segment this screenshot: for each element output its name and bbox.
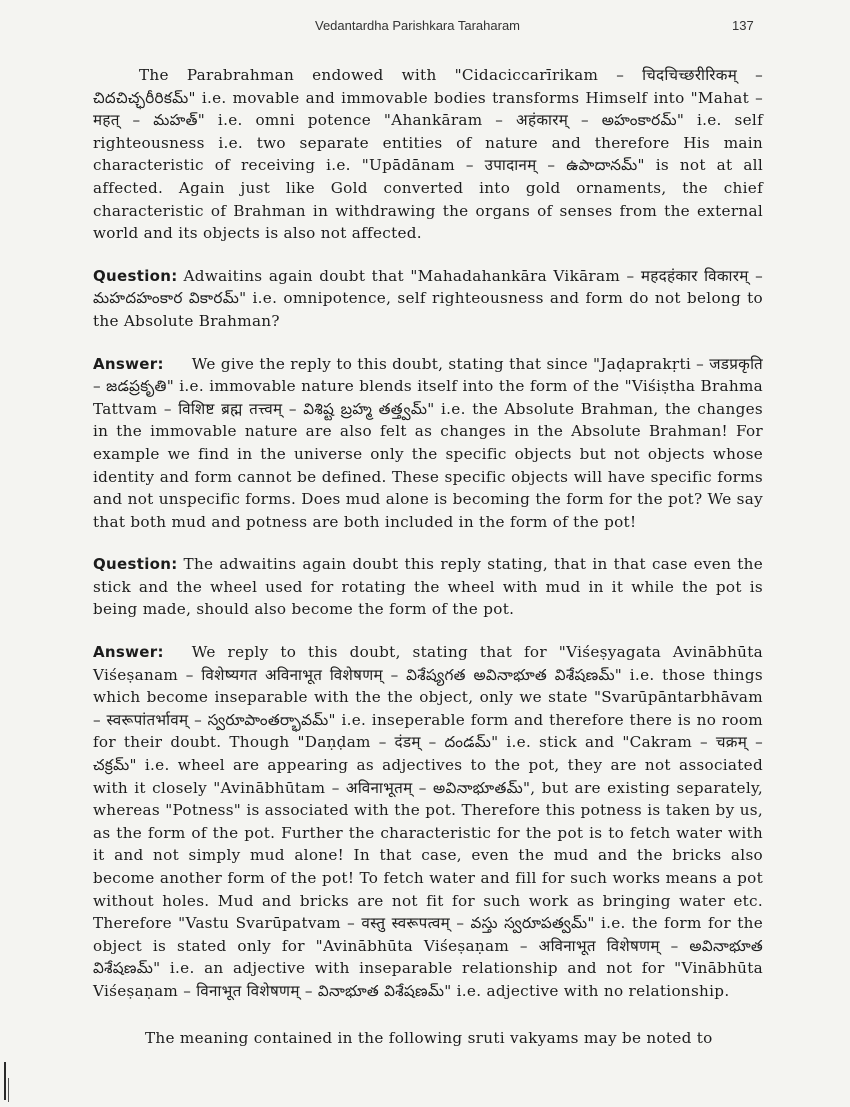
paragraph-intro	[93, 64, 763, 245]
answer-label: Answer:	[93, 354, 164, 373]
paragraph-text: The meaning contained in the following sruti vakyams may be noted to	[145, 1028, 713, 1047]
page-number: 137	[732, 18, 754, 33]
scan-edge-mark	[8, 1078, 9, 1102]
paragraph-answer-2	[93, 641, 763, 1003]
page-header	[0, 16, 850, 38]
paragraph-final	[93, 1027, 763, 1050]
question-label: Question:	[93, 555, 178, 574]
running-title: Vedantardha Parishkara Taraharam	[315, 18, 520, 33]
answer-label: Answer:	[93, 643, 164, 662]
paragraph-question-1	[93, 265, 763, 333]
paragraph-text: The adwaitins again doubt this reply stating, that in that case even the stick and the wheel used for rotating the wheel with mud in it while the pot is being made, should also become the form of the pot.	[93, 555, 763, 619]
paragraph-text: We give the reply to this doubt, stating that since "Jaḍaprakṛti – जडप्रकृति – జడప్రకృతి" i.e. immovable nature blends itself into the form of the "Viśiṣtha Brahma Tattvam – विशिष्ट ब्रह्म तत्त्वम् – విశిష్ట బ్రహ్మ తత్త్వమ్" i.e. the Absolute Brahman, the changes in the immovable nature are also felt as changes in the Absolute Brahman! For example we find in the universe only the specific objects but not objects whose identity and form cannot be defined. These specific objects will have specific forms and not unspecific forms. Does mud alone is becoming the form for the pot? We say that both mud and potness are both included in the form of the pot!	[93, 354, 763, 531]
paragraph-text: We reply to this doubt, stating that for "Viśeṣyagata Avinābhūta Viśeṣanam – विशेष्यगत अविनाभूत विशेषणम् – విశేష్యగత అవినాభూత విశేషణమ్" i.e. those things which become inseparable with the the object, only we state "Svarūpāntarbhāvam – स्वरूपांतर्भावम् – స్వరూపాంతర్భావమ్" i.e. inseperable form and therefore there is no room for their doubt. Though "Daṇḍam – दंडम् – దండమ్" i.e. stick and "Cakram – चक्रम् – చక్రమ్" i.e. wheel are appearing as adjectives to the pot, they are not associated with it closely "Avinābhūtam – अविनाभूतम् – అవినాభూతమ్", but are existing separately, whereas "Potness" is associated with the pot. Therefore this potness is taken by us, as the form of the pot. Further the characteristic for the pot is to fetch water with it and not simply mud alone! In that case, even the mud and the bricks also become another form of the pot! To fetch water and fill for such works means a pot without holes. Mud and bricks are not fit for such work as bringing water etc. Therefore "Vastu Svarūpatvam – वस्तु स्वरूपत्वम् – వస్తు స్వరూపత్వమ్" i.e. the form for the object is stated only for "Avinābhūta Viśeṣaṇam – अविनाभूत विशेषणम् – అవినాభూత విశేషణమ్" i.e. an adjective with inseparable relationship and not for "Vinābhūta Viśeṣaṇam – विनाभूत विशेषणम् – వినాభూత విశేషణమ్" i.e. adjective with no relationship.	[93, 643, 763, 1000]
paragraph-question-2	[93, 553, 763, 621]
scan-edge-mark	[4, 1062, 6, 1100]
paragraph-answer-1	[93, 353, 763, 534]
question-label: Question:	[93, 266, 178, 285]
page-body	[93, 64, 763, 1049]
paragraph-text: The Parabrahman endowed with "Cidaciccarīrikam – चिदचिच्छरीरिकम् – చిదచిచ్ఛరీరికమ్" i.e. movable and immovable bodies transforms Himself into "Mahat – महत् – మహత్" i.e. omni potence "Ahankāram – अहंकारम् – అహంకారమ్" i.e. self righteousness i.e. two separate entities of nature and therefore His main characteristic of receiving i.e. "Upādānam – उपादानम् – ఉపాదానమ్" is not at all affected. Again just like Gold converted into gold ornaments, the chief characteristic of Brahman in withdrawing the organs of senses from the external world and its objects is also not affected.	[93, 66, 763, 243]
paragraph-text: Adwaitins again doubt that "Mahadahankāra Vikāram – महदहंकार विकारम् – మహదహంకార వికారమ్" i.e. omnipotence, self righteousness and form do not belong to the Absolute Brahman?	[93, 266, 763, 330]
